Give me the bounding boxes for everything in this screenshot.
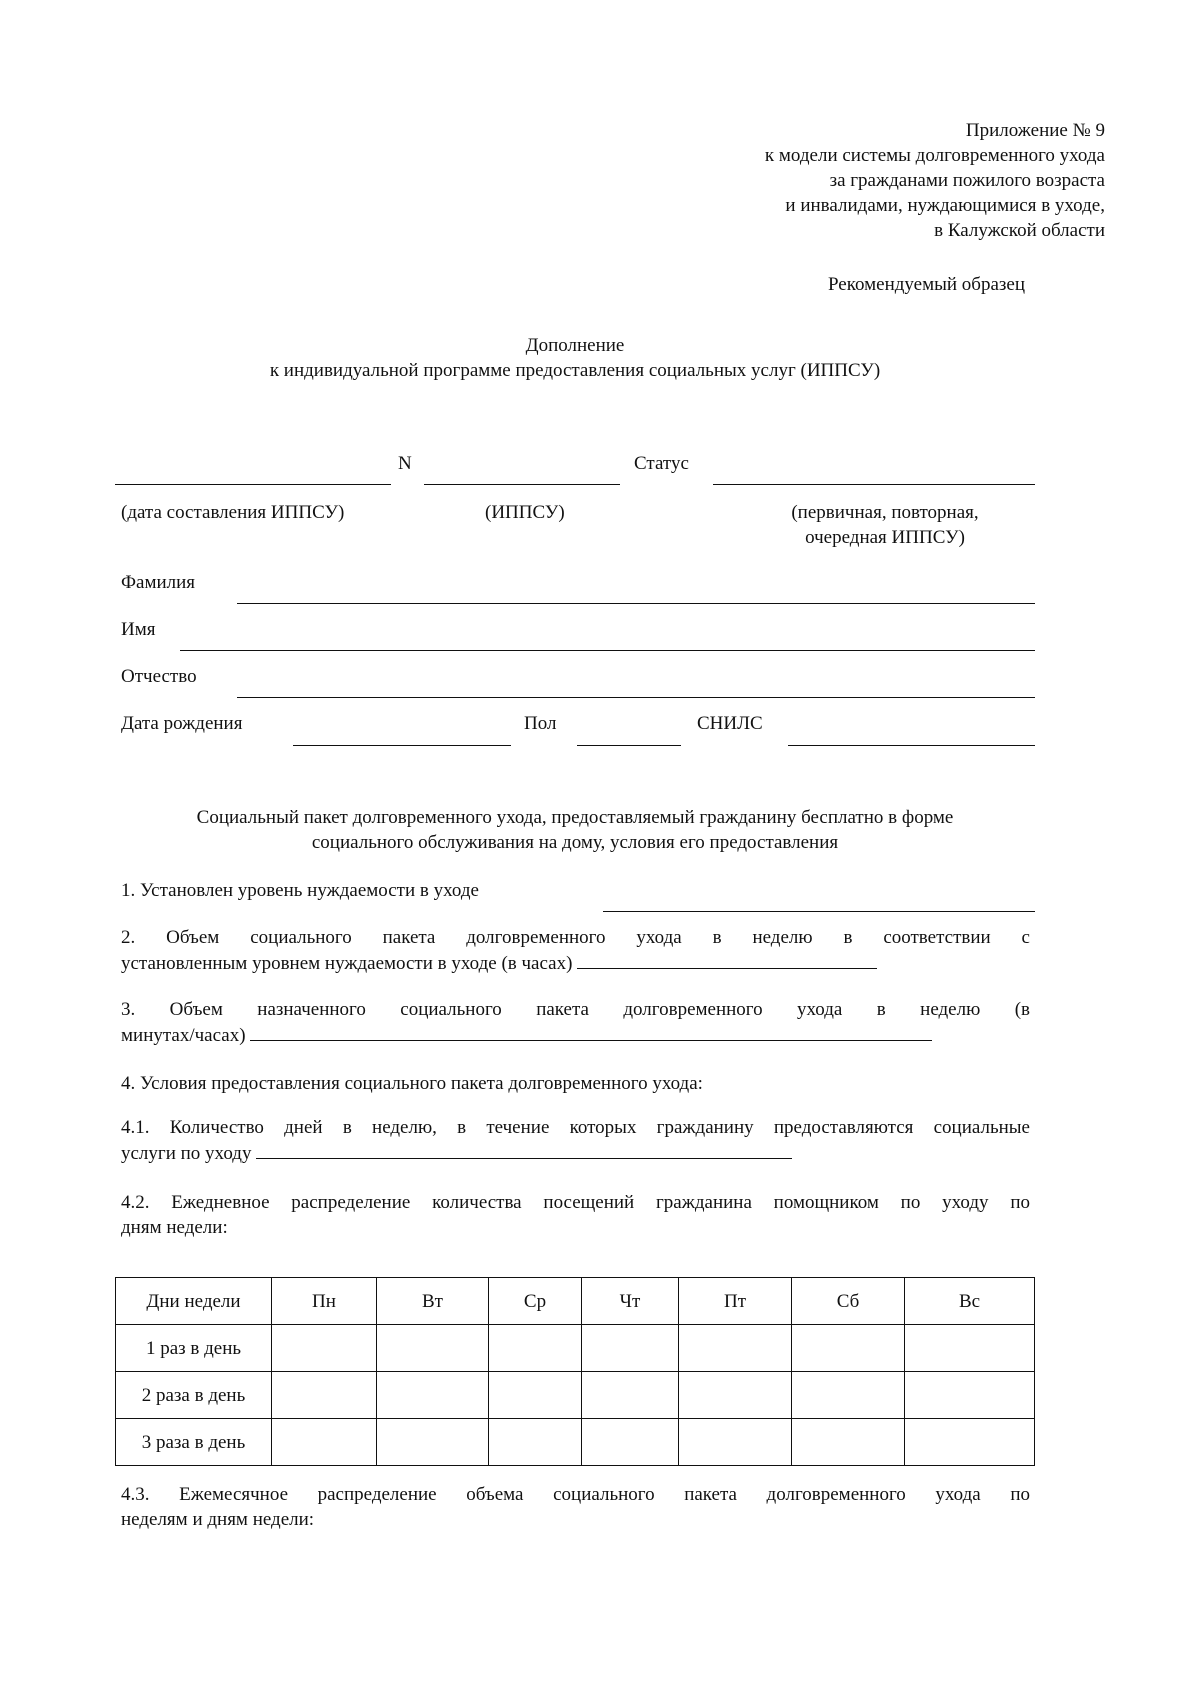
item-41-text: услуги по уходу [121,1143,252,1164]
package-heading-line: Социальный пакет долговременного ухода, предоставляемый гражданину бесплатно в форме [196,807,954,828]
assigned-volume-field[interactable] [250,1022,932,1041]
appendix-line: Приложение № 9 [965,120,1105,141]
date-field[interactable] [115,484,391,485]
patronymic-field[interactable] [237,697,1035,698]
item-3-line1: 3. Объем назначенного социального пакета долговременного ухода в неделю (в [121,999,1030,1020]
item-43-line1: 4.3. Ежемесячное распределение объема социального пакета долговременного ухода по [121,1484,1030,1505]
surname-label: Фамилия [121,572,196,593]
table-cell[interactable] [272,1325,377,1372]
table-cell[interactable] [489,1325,582,1372]
surname-field[interactable] [237,603,1035,604]
header-cell: Сб [792,1278,905,1325]
name-field[interactable] [180,650,1035,651]
appendix-line: и инвалидами, нуждающимися в уходе, [785,195,1105,216]
days-per-week-field[interactable] [256,1140,792,1159]
item-2-line2 [121,950,877,976]
table-cell[interactable] [582,1325,679,1372]
name-label: Имя [121,619,156,640]
item-3-text: минутах/часах) [121,1025,246,1046]
sex-field[interactable] [577,745,681,746]
weekly-hours-field[interactable] [577,950,877,969]
table-cell[interactable] [905,1372,1035,1419]
table-cell[interactable] [792,1325,905,1372]
table-cell[interactable] [489,1419,582,1466]
header-cell: Вс [905,1278,1035,1325]
item-4-text: 4. Условия предоставления социального пакета долговременного ухода: [121,1073,703,1094]
table-cell[interactable] [905,1419,1035,1466]
sex-label: Пол [524,713,557,734]
status-caption [745,500,1025,550]
table-row [116,1325,1035,1372]
package-heading-line: социального обслуживания на дому, условия его предоставления [311,832,839,853]
table-cell[interactable] [679,1372,792,1419]
recommended-sample: Рекомендуемый образец [827,274,1025,295]
header-cell: Ср [489,1278,582,1325]
table-cell[interactable] [489,1372,582,1419]
patronymic-label: Отчество [121,666,197,687]
table-cell[interactable] [377,1419,489,1466]
header-cell: Дни недели [116,1278,272,1325]
appendix-line: за гражданами пожилого возраста [829,170,1105,191]
n-label: N [398,453,412,474]
snils-label: СНИЛС [697,713,763,734]
package-heading [0,805,1150,855]
item-1-text: 1. Установлен уровень нуждаемости в уходе [121,880,479,901]
date-caption: (дата составления ИППСУ) [121,502,345,523]
item-43-line2: неделям и дням недели: [121,1509,315,1530]
table-row [116,1372,1035,1419]
table-cell[interactable] [272,1419,377,1466]
ippsu-number-field[interactable] [424,484,620,485]
item-42-line1: 4.2. Ежедневное распределение количества посещений гражданина помощником по уходу по [121,1192,1030,1213]
birthdate-field[interactable] [293,745,511,746]
title-line: к индивидуальной программе предоставления социальных услуг (ИППСУ) [269,360,881,381]
table-cell[interactable] [377,1325,489,1372]
item-3-line2 [121,1022,932,1048]
item-42-line2: дням недели: [121,1217,228,1238]
table-cell[interactable] [272,1372,377,1419]
header-cell: Пн [272,1278,377,1325]
table-cell[interactable] [679,1325,792,1372]
row-label: 3 раза в день [116,1419,272,1466]
need-level-field[interactable] [603,911,1035,912]
title-line: Дополнение [525,335,625,356]
table-header-row [116,1278,1035,1325]
status-field[interactable] [713,484,1035,485]
appendix-line: к модели системы долговременного ухода [764,145,1105,166]
status-caption-line: (первичная, повторная, [791,502,979,523]
document-title [0,333,1150,383]
status-caption-line: очередная ИППСУ) [805,527,965,548]
table-cell[interactable] [679,1419,792,1466]
appendix-block [765,118,1105,243]
status-label: Статус [634,453,689,474]
snils-field[interactable] [788,745,1035,746]
header-cell: Вт [377,1278,489,1325]
item-41-line2 [121,1140,792,1166]
table-cell[interactable] [792,1419,905,1466]
table-row [116,1419,1035,1466]
visits-table [115,1277,1035,1466]
row-label: 2 раза в день [116,1372,272,1419]
appendix-line: в Калужской области [934,220,1105,241]
item-41-line1: 4.1. Количество дней в неделю, в течение которых гражданину предоставляются социальные [121,1117,1030,1138]
ippsu-caption: (ИППСУ) [485,502,565,523]
table-cell[interactable] [377,1372,489,1419]
table-cell[interactable] [582,1419,679,1466]
birthdate-label: Дата рождения [121,713,243,734]
table-cell[interactable] [792,1372,905,1419]
row-label: 1 раз в день [116,1325,272,1372]
item-2-text: установленным уровнем нуждаемости в уходе (в часах) [121,953,573,974]
header-cell: Пт [679,1278,792,1325]
item-2-line1: 2. Объем социального пакета долговременного ухода в неделю в соответствии с [121,927,1030,948]
table-cell[interactable] [582,1372,679,1419]
header-cell: Чт [582,1278,679,1325]
table-cell[interactable] [905,1325,1035,1372]
